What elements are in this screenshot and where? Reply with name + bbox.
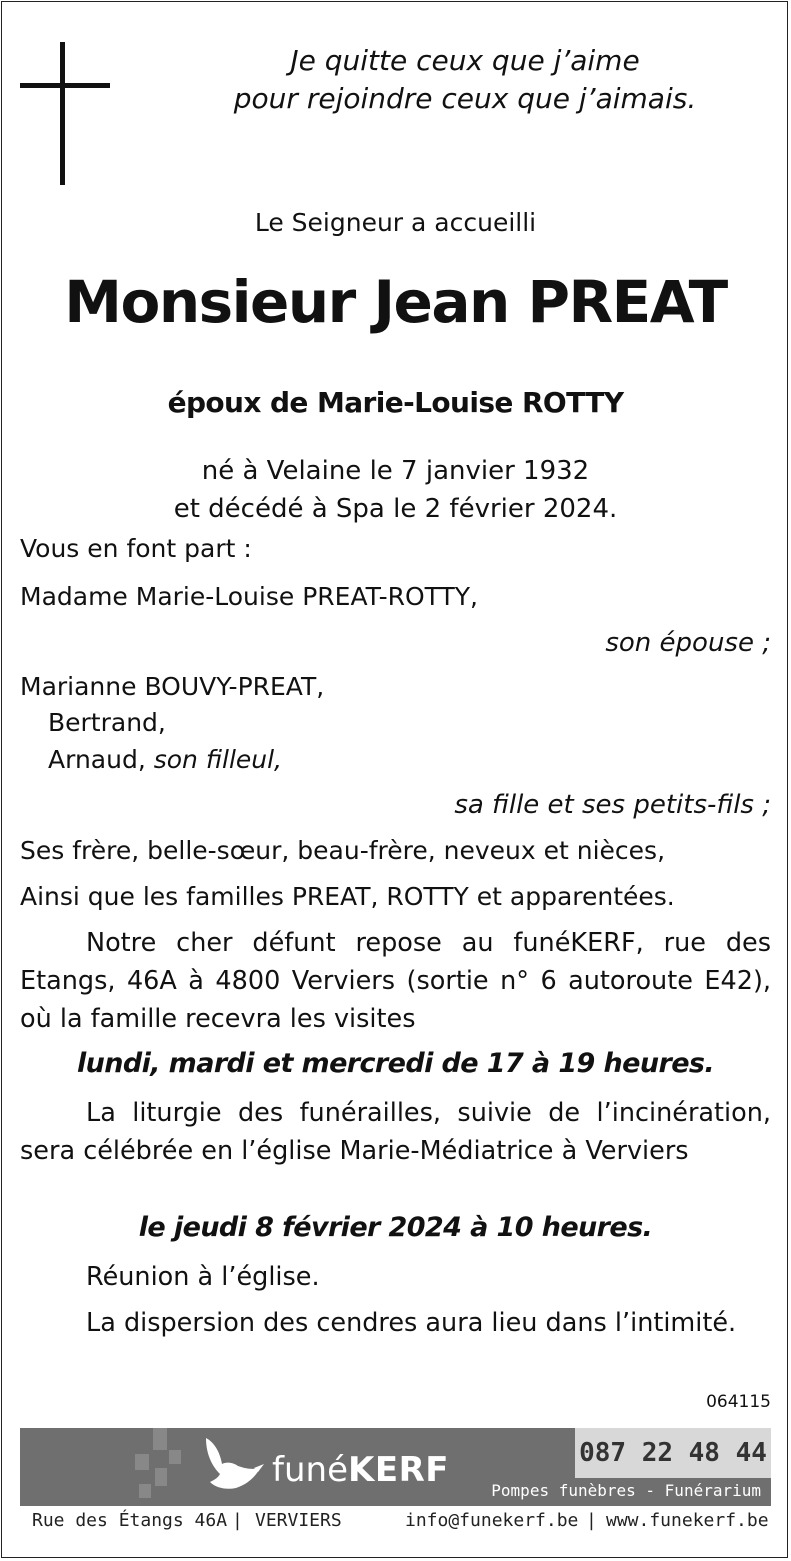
family-intro: Vous en font part : xyxy=(20,534,252,563)
death-line: et décédé à Spa le 2 février 2024. xyxy=(173,494,618,524)
footer-separator-2: | xyxy=(586,1510,597,1531)
epitaph-quote xyxy=(200,42,730,118)
daughter-name: Marianne BOUVY-PREAT, xyxy=(20,672,325,701)
birth-line: né à Velaine le 7 janvier 1932 xyxy=(201,456,590,486)
quote-line-1: Je quitte ceux que j’aime xyxy=(290,44,640,77)
decorative-squares xyxy=(125,1428,185,1506)
meeting-paragraph xyxy=(20,1258,771,1296)
deceased-name: Monsieur Jean PREAT xyxy=(64,268,727,336)
cross-icon xyxy=(20,42,110,187)
wife-role: son épouse ; xyxy=(605,628,771,658)
visits-text: Notre cher défunt repose au funéKERF, rue des Etangs, 46A à 4800 Verviers (sortie n° 6 autoroute E42), où la famille recevra les visites xyxy=(20,928,771,1034)
footer-website[interactable]: www.funekerf.be xyxy=(606,1510,769,1531)
meeting-text: Réunion à l’église. xyxy=(86,1262,320,1292)
grandson-2 xyxy=(48,745,282,774)
wife-name: Madame Marie-Louise PREAT-ROTTY, xyxy=(20,582,478,611)
siblings-line: Ses frère, belle-sœur, beau-frère, neveux et nièces, xyxy=(20,836,666,865)
visits-schedule: lundi, mardi et mercredi de 17 à 19 heures. xyxy=(76,1048,715,1079)
liturgy-text: La liturgie des funérailles, suivie de l’incinération, sera célébrée en l’église Marie-Médiatrice à Verviers xyxy=(20,1098,771,1166)
phone-number: 087 22 48 44 xyxy=(575,1428,771,1478)
footer-address: Rue des Étangs 46A xyxy=(32,1510,228,1531)
grandson-1: Bertrand, xyxy=(48,708,166,737)
brand-bold: KERF xyxy=(348,1450,449,1490)
liturgy-paragraph xyxy=(20,1094,771,1170)
dove-icon xyxy=(198,1432,270,1498)
grandson-2-note: son filleul, xyxy=(153,745,283,774)
dispersion-text: La dispersion des cendres aura lieu dans l’intimité. xyxy=(86,1308,737,1338)
spouse-line: époux de Marie-Louise ROTTY xyxy=(167,386,624,419)
dispersion-paragraph xyxy=(20,1304,771,1342)
funeral-home-banner xyxy=(20,1428,771,1506)
footer-city: VERVIERS xyxy=(255,1510,342,1531)
brand-logo xyxy=(272,1450,449,1490)
children-role: sa fille et ses petits-fils ; xyxy=(454,790,771,820)
quote-line-2: pour rejoindre ceux que j’aimais. xyxy=(233,82,697,115)
lead-text: Le Seigneur a accueilli xyxy=(254,208,537,237)
footer-email[interactable]: info@funekerf.be xyxy=(405,1510,579,1531)
tagline: Pompes funèbres - Funérarium xyxy=(491,1481,761,1500)
life-dates xyxy=(0,452,791,528)
families-line: Ainsi que les familles PREAT, ROTTY et apparentées. xyxy=(20,882,675,911)
footer-separator-1: | xyxy=(232,1510,243,1531)
brand-light: funé xyxy=(272,1450,348,1490)
reference-number: 064115 xyxy=(706,1392,771,1412)
liturgy-date: le jeudi 8 février 2024 à 10 heures. xyxy=(138,1212,653,1243)
grandson-2-name: Arnaud, xyxy=(48,745,146,774)
visits-paragraph xyxy=(20,924,771,1038)
